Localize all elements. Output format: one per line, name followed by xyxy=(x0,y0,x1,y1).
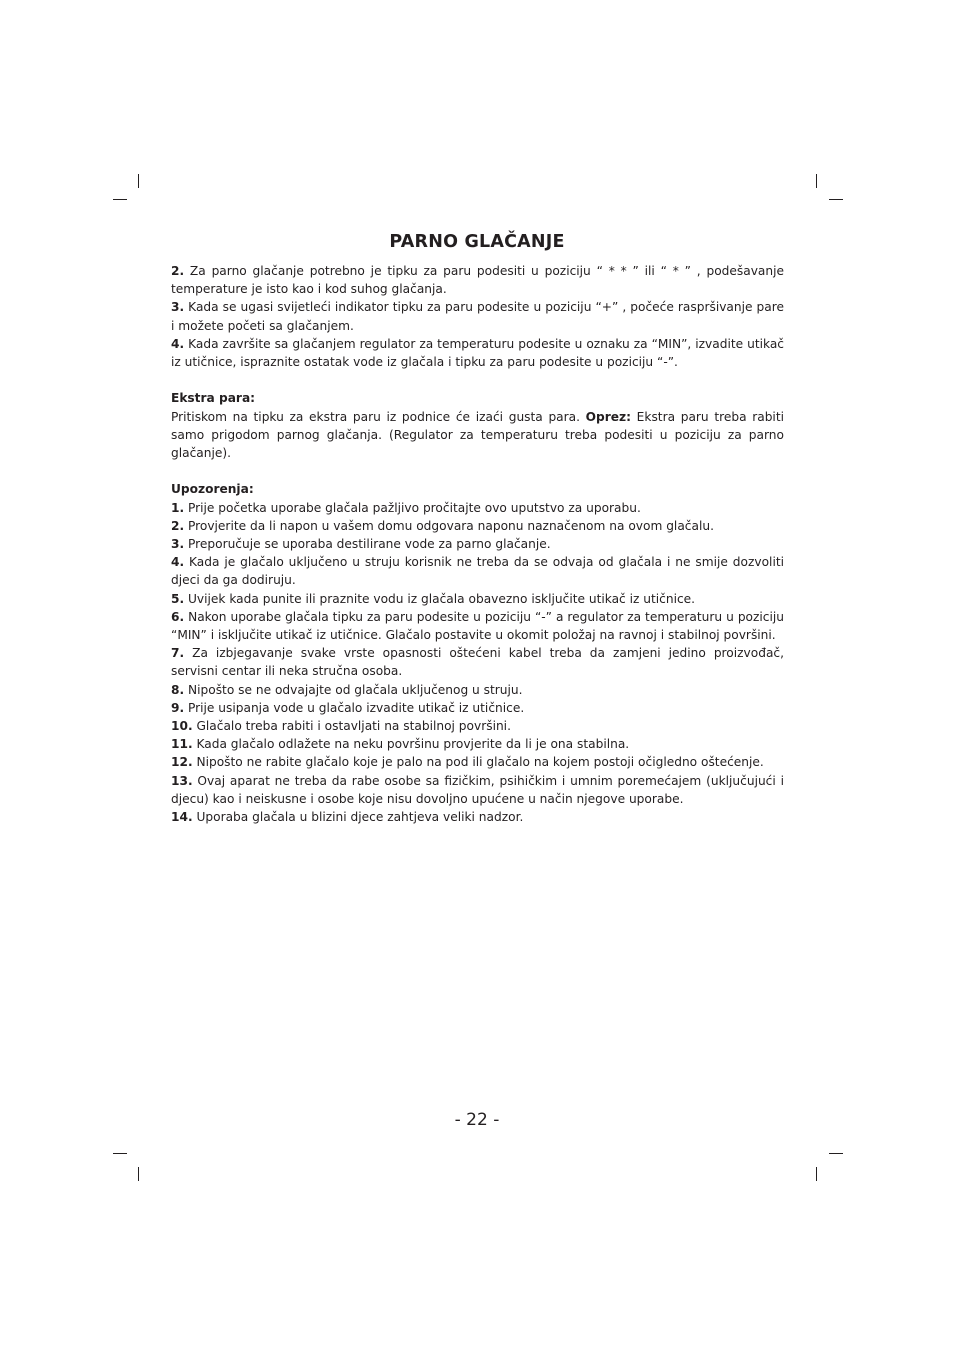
crop-mark-bottom-left-horizontal xyxy=(113,1153,127,1154)
page-content xyxy=(171,262,784,826)
step-number: 4. xyxy=(171,336,185,351)
warning-number: 13. xyxy=(171,773,193,788)
warning-item xyxy=(171,608,784,644)
paragraph-gap xyxy=(171,371,784,389)
warning-item xyxy=(171,535,784,553)
step-text: Kada završite sa glačanjem regulator za temperaturu podesite u oznaku za “MIN”, izvadite utikač iz utičnice, ispraznite ostatak vode iz glačala i tipku za paru podesite u poziciju “-”. xyxy=(171,336,784,370)
warning-text: Glačalo treba rabiti i ostavljati na stabilnoj površini. xyxy=(192,719,511,734)
step-text: Kada se ugasi svijetleći indikator tipku za paru podesite u poziciju “+” , počeće raspršivanje pare i možete početi sa glačanjem. xyxy=(171,300,784,333)
warning-text: Uvijek kada punite ili praznite vodu iz glačala obavezno isključite utikač iz utičnice. xyxy=(184,591,696,606)
warning-number: 9. xyxy=(171,700,185,715)
crop-mark-bottom-left-vertical xyxy=(138,1167,139,1181)
warning-text: Za izbjegavanje svake vrste opasnosti oštećeni kabel treba da zamjeni jedino proizvođač, servisni centar ili neka stručna osoba. xyxy=(171,646,784,679)
warning-text: Nipošto se ne odvajajte od glačala uključenog u struju. xyxy=(184,682,523,697)
warning-item xyxy=(171,808,784,826)
warning-number: 1. xyxy=(171,500,185,515)
warning-text: Preporučuje se uporaba destilirane vode za parno glačanje. xyxy=(184,537,551,552)
warning-text: Uporaba glačala u blizini djece zahtjeva veliki nadzor. xyxy=(192,810,524,825)
warning-item xyxy=(171,772,784,808)
warning-item xyxy=(171,499,784,517)
extra-steam-section xyxy=(171,389,784,462)
extra-steam-text xyxy=(171,408,784,463)
extra-steam-text-after: Ekstra paru treba rabiti samo prigodom parnog glačanja. (Regulator za temperaturu treba podesiti u poziciju za parno glačanje). xyxy=(171,409,784,461)
crop-mark-top-left-vertical xyxy=(138,174,139,188)
crop-mark-bottom-right-vertical xyxy=(816,1167,817,1181)
warning-number: 11. xyxy=(171,737,193,752)
warning-item xyxy=(171,735,784,753)
warning-item xyxy=(171,717,784,735)
warnings-heading: Upozorenja: xyxy=(171,482,254,497)
warning-text: Nipošto ne rabite glačalo koje je palo na pod ili glačalo na kojem postoji očigledno oštećenje. xyxy=(192,755,764,770)
extra-steam-text-before: Pritiskom na tipku za ekstra paru iz podnice će izaći gusta para. xyxy=(171,409,586,424)
warning-number: 7. xyxy=(171,646,185,661)
warning-number: 4. xyxy=(171,555,185,570)
warning-text: Kada glačalo odlažete na neku površinu provjerite da li je ona stabilna. xyxy=(192,737,630,752)
warning-item xyxy=(171,681,784,699)
warnings-section xyxy=(171,480,784,826)
steam-step xyxy=(171,298,784,334)
warning-number: 10. xyxy=(171,719,193,734)
warning-number: 14. xyxy=(171,810,193,825)
steam-steps-list xyxy=(171,262,784,371)
step-text: Za parno glačanje potrebno je tipku za paru podesiti u poziciju “ * * ” ili “ * ” , podešavanje temperature je isto kao i kod suhog glačanja. xyxy=(171,264,784,297)
warning-number: 6. xyxy=(171,609,185,624)
warning-item xyxy=(171,517,784,535)
warning-number: 5. xyxy=(171,591,185,606)
warning-text: Nakon uporabe glačala tipku za paru podesite u poziciju “-” a regulator za temperaturu u poziciju “MIN” i isključite utikač iz utičnice. Glačalo postavite u okomit položaj na ravnoj i stabilnoj površini. xyxy=(171,609,784,643)
warning-number: 8. xyxy=(171,682,185,697)
caution-label: Oprez: xyxy=(585,409,632,424)
crop-mark-top-right-vertical xyxy=(816,174,817,188)
warning-item xyxy=(171,644,784,680)
extra-steam-heading: Ekstra para: xyxy=(171,391,256,406)
warning-item xyxy=(171,699,784,717)
warning-number: 12. xyxy=(171,755,193,770)
steam-step xyxy=(171,262,784,298)
warning-text: Ovaj aparat ne treba da rabe osobe sa fizičkim, psihičkim i umnim poremećajem (uključujući i djecu) kao i neiskusne i osobe koje nisu dovoljno upućene u način njegove uporabe. xyxy=(171,773,784,806)
warning-text: Prije početka uporabe glačala pažljivo pročitajte ovo uputstvo za uporabu. xyxy=(184,500,641,515)
warning-number: 3. xyxy=(171,537,185,552)
warning-item xyxy=(171,553,784,589)
crop-mark-top-left-horizontal xyxy=(113,199,127,200)
page-title: PARNO GLAČANJE xyxy=(389,232,565,252)
warning-number: 2. xyxy=(171,518,185,533)
step-number: 2. xyxy=(171,264,185,278)
steam-step xyxy=(171,335,784,371)
warning-item xyxy=(171,753,784,771)
warning-text: Prije usipanja vode u glačalo izvadite utikač iz utičnice. xyxy=(184,700,525,715)
paragraph-gap xyxy=(171,462,784,480)
crop-mark-top-right-horizontal xyxy=(829,199,843,200)
warning-text: Provjerite da li napon u vašem domu odgovara naponu naznačenom na ovom glačalu. xyxy=(184,518,714,533)
crop-mark-bottom-right-horizontal xyxy=(829,1153,843,1154)
warning-text: Kada je glačalo uključeno u struju korisnik ne treba da se odvaja od glačala i ne smije dozvoliti djeci da ga dodiruju. xyxy=(171,555,784,588)
warning-item xyxy=(171,590,784,608)
step-number: 3. xyxy=(171,300,185,315)
page-number: - 22 - xyxy=(454,1110,500,1130)
